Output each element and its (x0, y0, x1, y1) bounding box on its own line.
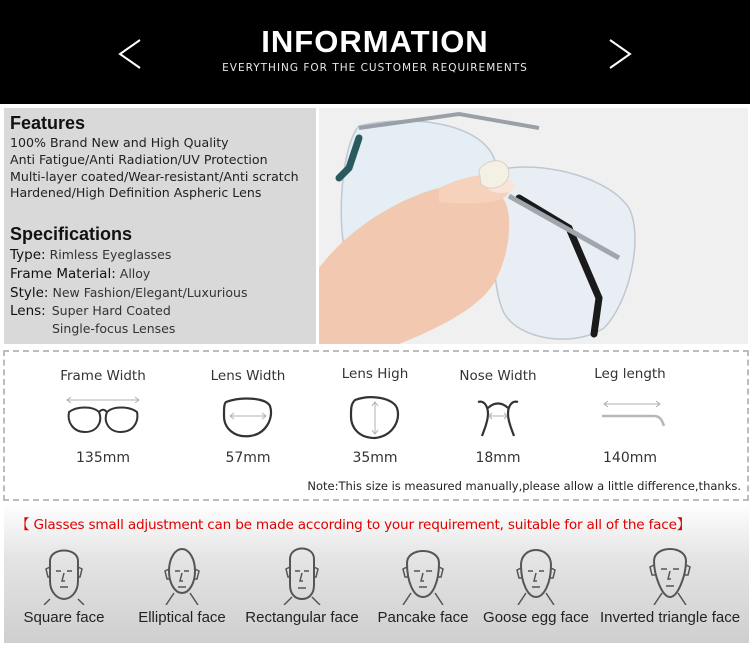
face-shapes-section (4, 503, 749, 643)
face-shapes-title: 【 Glasses small adjustment can be made according to your requirement, suitable for all of the face】 (16, 517, 691, 533)
face-item-inverted-triangle (600, 537, 741, 637)
frame-width-icon (63, 392, 143, 442)
measurement-value: 57mm (225, 450, 271, 466)
product-photo (319, 108, 748, 344)
chevron-right-icon[interactable] (604, 38, 634, 70)
rectangular-face-icon (276, 541, 328, 605)
spec-lens-value: Super Hard Coated (51, 303, 171, 318)
leg-length-icon (590, 392, 670, 442)
spec-style-key: Style: (10, 285, 49, 301)
measurement-label: Lens High (341, 366, 409, 382)
face-name: Goose egg face (483, 609, 589, 626)
spec-lens-value-2: Single-focus Lenses (52, 321, 176, 336)
measurement-value: 18mm (475, 450, 521, 466)
spec-type-key: Type: (10, 247, 46, 263)
spec-type (10, 247, 171, 263)
goose-egg-face-icon (510, 541, 562, 605)
spec-style (10, 285, 248, 301)
spec-style-value: New Fashion/Elegant/Luxurious (52, 285, 248, 300)
nose-width-icon (458, 392, 538, 442)
measurement-label: Frame Width (60, 368, 146, 384)
face-name: Rectangular face (245, 609, 359, 626)
feature-line: Hardened/High Definition Aspheric Lens (10, 185, 262, 200)
measurement-value: 35mm (352, 450, 398, 466)
measurement-note: Note:This size is measured manually,please allow a little difference,thanks. (307, 479, 741, 493)
face-name: Square face (23, 609, 105, 626)
face-item-pancake (363, 537, 483, 637)
face-item-square (4, 537, 124, 637)
info-banner (0, 0, 750, 104)
banner-subtitle: EVERYTHING FOR THE CUSTOMER REQUIREMENTS (222, 62, 528, 74)
face-item-elliptical (122, 537, 242, 637)
measurement-value: 140mm (603, 450, 657, 466)
spec-lens-key: Lens: (10, 303, 46, 319)
features-panel (4, 108, 316, 344)
glasses-in-hand-image (319, 108, 748, 344)
features-heading: Features (10, 113, 86, 133)
lens-high-icon (335, 392, 415, 442)
measurement-panel (3, 350, 749, 501)
face-item-rectangular (242, 537, 362, 637)
spec-material-key: Frame Material: (10, 266, 116, 282)
specifications-heading: Specifications (10, 224, 133, 244)
measurement-value: 135mm (76, 450, 130, 466)
pancake-face-icon (397, 541, 449, 605)
feature-line: Multi-layer coated/Wear-resistant/Anti scratch (10, 169, 299, 184)
measurement-label: Nose Width (459, 368, 537, 384)
inverted-triangle-face-icon (644, 541, 696, 605)
spec-type-value: Rimless Eyeglasses (49, 247, 172, 262)
spec-material-value: Alloy (119, 266, 151, 281)
lens-width-icon (208, 392, 288, 442)
face-name: Inverted triangle face (600, 609, 741, 626)
measurement-label: Lens Width (210, 368, 286, 384)
banner-title: INFORMATION (261, 24, 489, 59)
face-name: Pancake face (377, 609, 469, 626)
spec-lens (10, 303, 171, 319)
measurement-label: Leg length (594, 366, 666, 382)
square-face-icon (38, 541, 90, 605)
elliptical-face-icon (156, 541, 208, 605)
face-item-goose-egg (476, 537, 596, 637)
feature-line: 100% Brand New and High Quality (10, 135, 229, 150)
info-section (0, 108, 750, 346)
face-name: Elliptical face (138, 609, 226, 626)
spec-material (10, 266, 150, 282)
feature-line: Anti Fatigue/Anti Radiation/UV Protection (10, 152, 268, 167)
